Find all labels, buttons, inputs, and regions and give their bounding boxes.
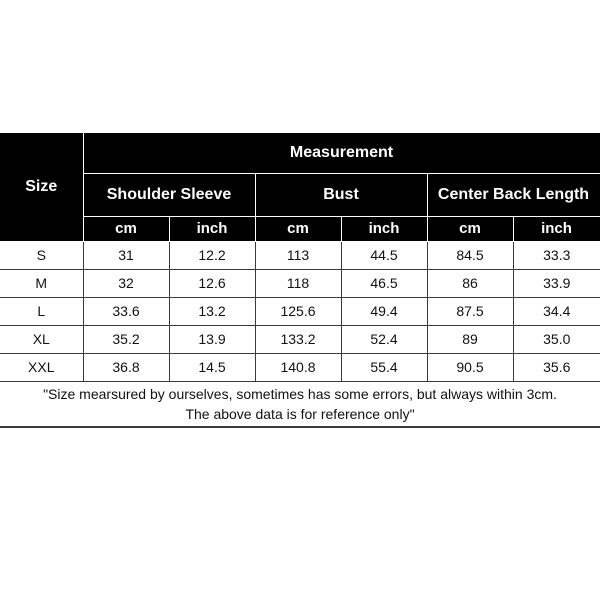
table-cell: 33.6 [83,297,169,325]
unit-header: inch [341,216,427,241]
disclaimer-note [0,381,600,427]
table-row [0,325,600,353]
table-cell: 32 [83,269,169,297]
table-cell: 46.5 [341,269,427,297]
table-cell: 133.2 [255,325,341,353]
disclaimer-line-2: The above data is for reference only" [185,405,415,422]
table-cell: 33.9 [513,269,600,297]
table-cell: 89 [427,325,513,353]
unit-header: cm [83,216,169,241]
table-cell: 44.5 [341,241,427,269]
size-cell: XL [0,325,83,353]
unit-header: cm [255,216,341,241]
table-cell: 12.6 [169,269,255,297]
table-cell: 13.9 [169,325,255,353]
table-cell: 84.5 [427,241,513,269]
table-cell: 140.8 [255,353,341,381]
table-row [0,269,600,297]
size-cell: M [0,269,83,297]
table-row [0,353,600,381]
table-row [0,241,600,269]
group-header-shoulder-sleeve: Shoulder Sleeve [83,173,255,216]
table-cell: 35.2 [83,325,169,353]
table-cell: 13.2 [169,297,255,325]
table-cell: 12.2 [169,241,255,269]
size-cell: L [0,297,83,325]
table-cell: 35.6 [513,353,600,381]
size-header: Size [0,133,83,242]
table-cell: 90.5 [427,353,513,381]
size-cell: XXL [0,353,83,381]
unit-header: inch [169,216,255,241]
table-cell: 35.0 [513,325,600,353]
unit-header: inch [513,216,600,241]
group-header-center-back-length: Center Back Length [427,173,600,216]
size-cell: S [0,241,83,269]
table-cell: 55.4 [341,353,427,381]
table-cell: 118 [255,269,341,297]
table-cell: 49.4 [341,297,427,325]
table-cell: 113 [255,241,341,269]
table-cell: 87.5 [427,297,513,325]
size-chart-table [0,132,600,428]
measurement-header: Measurement [83,133,600,174]
table-row [0,297,600,325]
unit-header: cm [427,216,513,241]
table-cell: 14.5 [169,353,255,381]
table-cell: 86 [427,269,513,297]
table-cell: 36.8 [83,353,169,381]
table-cell: 52.4 [341,325,427,353]
table-cell: 34.4 [513,297,600,325]
table-cell: 33.3 [513,241,600,269]
group-header-bust: Bust [255,173,427,216]
disclaimer-line-1: "Size mearsured by ourselves, sometimes has some errors, but always within 3cm. [43,385,557,402]
table-cell: 31 [83,241,169,269]
table-cell: 125.6 [255,297,341,325]
